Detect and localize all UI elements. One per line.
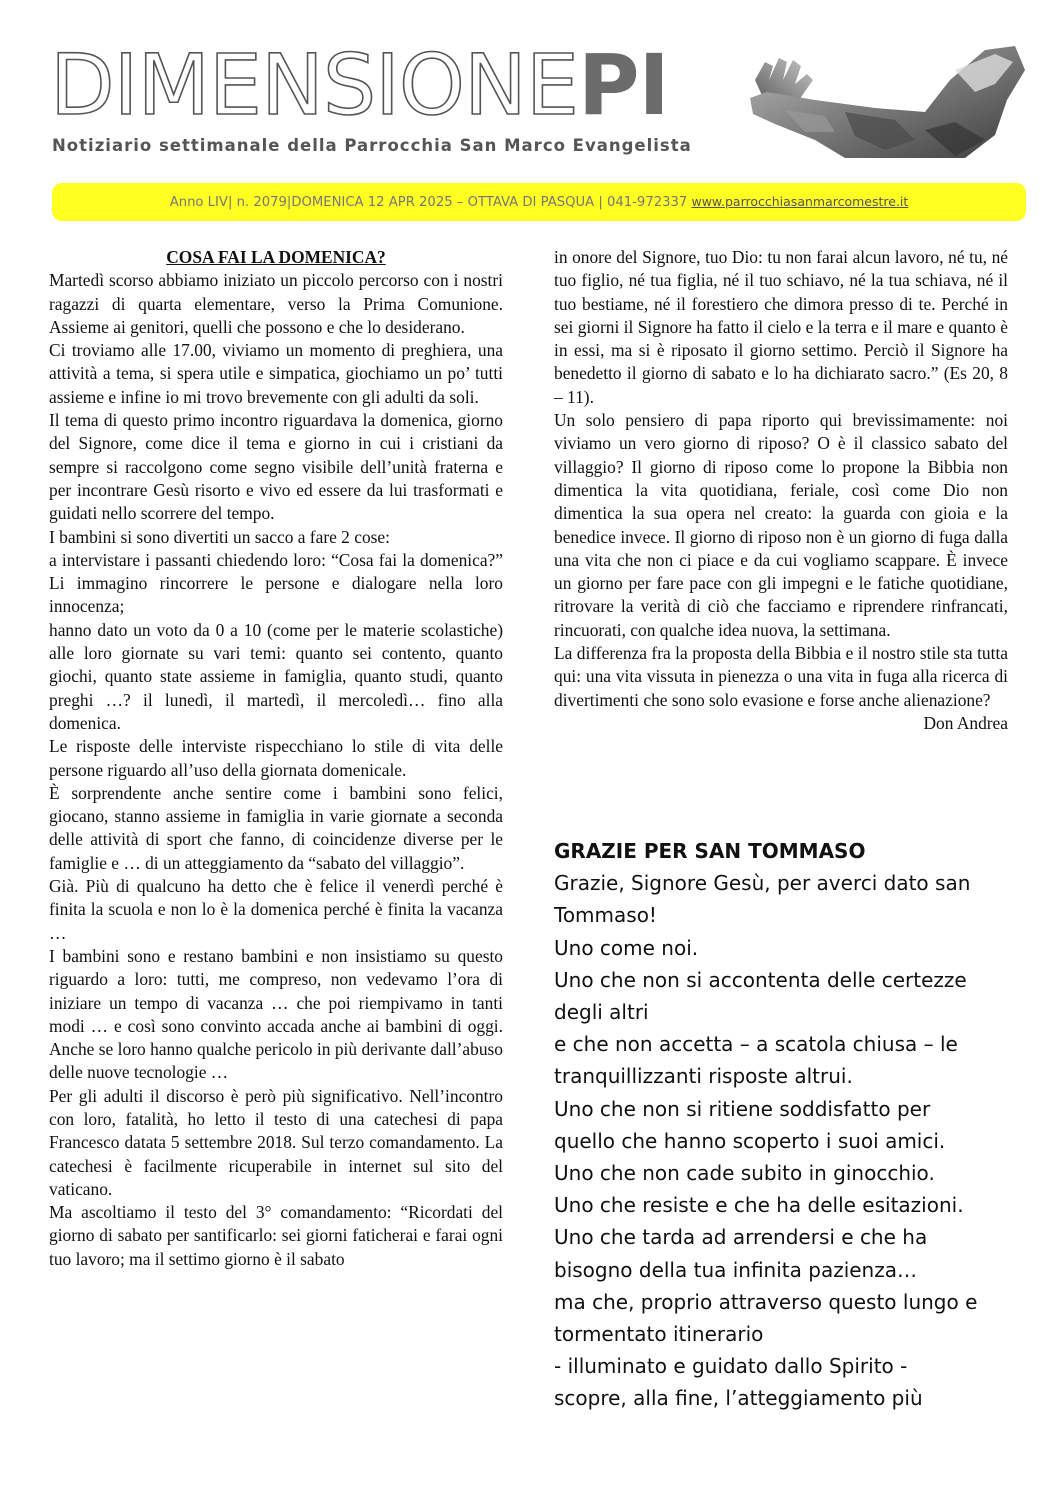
masthead (50, 36, 1030, 165)
poem-line: Uno che non cade subito in ginocchio. (554, 1161, 935, 1186)
article-paragraph: Il tema di questo primo incontro riguardava la domenica, giorno del Signore, come dice il tema e giorno in cui i cristiani da sempre si raccolgono come segno visibile dell’unità fraterna e per incontrare Gesù risorto e vivo ed essere da lui trasformati e guidati nello scorrere del tempo. (49, 410, 503, 524)
poem-line: bisogno della tua infinita pazienza… (554, 1257, 917, 1282)
statue-hand-sculpture-image (695, 40, 1030, 158)
article-paragraph: Un solo pensiero di papa riporto qui brevissimamente: noi viviamo un vero giorno di riposo? O è il classico sabato del villaggio? Il giorno di riposo come lo propone la Bibbia non dimentica la vita quotidiana, feriale, così come Dio non dimentica la sua opera nel creato: la guarda con gioia e la benedice invece. Il giorno di riposo non è un giorno di fuga dalla una vita che non ci piace e da cui vogliamo scappare. È invece un giorno per fare pace con gli impegni e le fatiche quotidiane, ritrovare la verità di ciò che facciamo e riprendere rinfrancati, rincuorati, con qualche idea nuova, la settimana. (554, 410, 1008, 640)
poem-line: quello che hanno scoperto i suoi amici. (554, 1128, 946, 1153)
article-paragraph: Ci troviamo alle 17.00, viviamo un momento di preghiera, una attività a tema, si spera utile e simpatica, giochiamo un po’ tutti assieme e infine io mi trovo brevemente con gli adulti da soli. (49, 340, 503, 407)
article-paragraph: I bambini si sono divertiti un sacco a fare 2 cose: (49, 526, 390, 547)
poem-line: Uno che non si ritiene soddisfatto per (554, 1096, 931, 1121)
article-paragraph: Le risposte delle interviste rispecchiano lo stile di vita delle persone riguardo all’uso della giornata domenicale. (49, 736, 503, 780)
parish-website-link[interactable]: www.parrocchiasanmarcomestre.it (691, 194, 909, 209)
poem-line: tormentato itinerario (554, 1322, 764, 1347)
issue-info-bar (52, 183, 1026, 221)
poem-line: Uno che tarda ad arrendersi e che ha (554, 1225, 928, 1250)
article-paragraph: in onore del Signore, tuo Dio: tu non farai alcun lavoro, né tu, né tuo figlio, né tua figlia, né il tuo schiavo, né la tua schiava, né il tuo bestiame, né il forestiero che dimora presso di te. Perché in sei giorni il Signore ha fatto il cielo e la terra e il mare e quanto è in essi, ma si è riposato il giorno settimo. Perciò il Signore ha benedetto il giorno di sabato e lo ha dichiarato sacro.” (Es 20, 8 – 11). (554, 247, 1008, 407)
poem-line: scopre, alla fine, l’atteggiamento più (554, 1386, 923, 1411)
article-paragraph: Già. Più di qualcuno ha detto che è felice il venerdì perché è finita la scuola e non lo è la domenica perché è finita la vacanza … (49, 876, 503, 943)
poem-line: Tommaso! (554, 903, 657, 928)
article-paragraph: Martedì scorso abbiamo iniziato un piccolo percorso con i nostri ragazzi di quarta elementare, verso la Prima Comunione. Assieme ai genitori, quelli che possono e che lo desiderano. (49, 270, 503, 337)
article-paragraph: È sorprendente anche sentire come i bambini sono felici, giocano, stanno assieme in famiglia in varie giornate a seconda delle attività di sport che fanno, di coincidenze diverse per le famiglie e … di un atteggiamento da “sabato del villaggio”. (49, 782, 503, 873)
logo-title-light: DIMENSIONE (50, 36, 578, 134)
article-paragraph: La differenza fra la proposta della Bibbia e il nostro stile sta tutta qui: una vita vissuta in pienezza o una vita in fuga alla ricerca di divertimenti che sono solo evasione e forse anche alienazione? (554, 643, 1008, 710)
article-right-column (554, 246, 1008, 735)
poem-line: - illuminato e guidato dallo Spirito - (554, 1354, 908, 1379)
poem-line: degli altri (554, 1000, 649, 1025)
article-signature: Don Andrea (923, 712, 1008, 733)
logo-title-bold: PI (577, 36, 669, 134)
article-paragraph: Ma ascoltiamo il testo del 3° comandamento: “Ricordati del giorno di sabato per santificarlo: sei giorni faticherai e farai ogni tuo lavoro; ma il settimo giorno è il sabato (49, 1202, 503, 1269)
poem-line: e che non accetta – a scatola chiusa – le (554, 1032, 958, 1057)
poem-line: ma che, proprio attraverso questo lungo e (554, 1289, 978, 1314)
poem-title: GRAZIE PER SAN TOMMASO (554, 839, 866, 863)
article-paragraph: hanno dato un voto da 0 a 10 (come per le materie scolastiche) alle loro giornate su vari temi: quanto sei contento, quanto giochi, quanto state assieme in famiglia, quanto studi, quanto preghi …? il lunedì, il martedì, il mercoledì… fino alla domenica. (49, 619, 503, 733)
article-title: COSA FAI LA DOMENICA? (166, 247, 386, 267)
poem-line: Uno come noi. (554, 935, 699, 960)
poem-line: Uno che non si accontenta delle certezze (554, 967, 967, 992)
poem-line: Grazie, Signore Gesù, per averci dato san (554, 871, 971, 896)
newsletter-subtitle: Notiziario settimanale della Parrocchia San Marco Evangelista (52, 136, 692, 155)
poem-line: tranquillizzanti risposte altrui. (554, 1064, 853, 1089)
issue-info-text: Anno LIV| n. 2079|DOMENICA 12 APR 2025 – OTTAVA DI PASQUA | 041-972337 (169, 195, 688, 210)
article-left-column (49, 246, 503, 1271)
article-paragraph: I bambini sono e restano bambini e non insistiamo su questo riguardo a loro: tutti, me compreso, non vedevamo l’ora di iniziare un tempo di vacanza … che poi riempivamo in tanti modi … e così sono convinto accada anche ai bambini di oggi. Anche se loro hanno qualche pericolo in più derivante dall’abuso delle nuove tecnologie … (49, 945, 503, 1083)
article-paragraph: a intervistare i passanti chiedendo loro: “Cosa fai la domenica?” Li immagino rincorrere le persone e dialogare nella loro innocenza; (49, 549, 503, 617)
poem-section (554, 835, 1024, 1415)
article-paragraph: Per gli adulti il discorso è però più significativo. Nell’incontro con loro, fatalità, ho letto il testo di una catechesi di papa Francesco datata 5 settembre 2018. Sul terzo comandamento. La catechesi è facilmente ricuperabile in internet sul sito del vaticano. (49, 1085, 503, 1199)
poem-line: Uno che resiste e che ha delle esitazioni. (554, 1193, 964, 1218)
newsletter-logo (50, 36, 669, 134)
